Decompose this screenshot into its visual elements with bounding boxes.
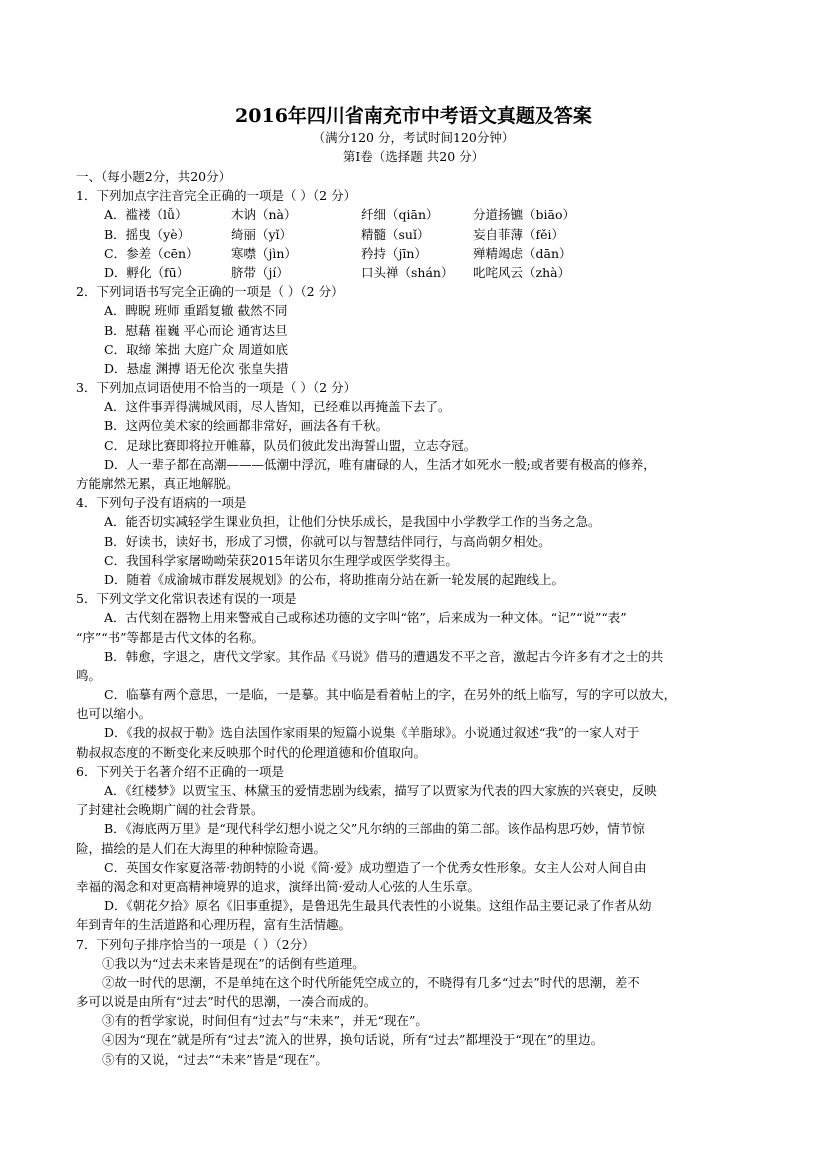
- question-6-option-b-line-2: 险，描绘的是人们在大海里的种种惊险奇遇。: [76, 840, 327, 856]
- question-7-sentence-1: ①我以为“过去未来皆是现在”的话倒有些道理。: [102, 955, 365, 971]
- question-6-option-c-line-2: 幸福的渴念和对更高精神境界的追求，演绎出简·爱动人心弦的人生乐章。: [76, 878, 480, 894]
- question-7-stem: 7．下列句子排序恰当的一项是（ ）（2分）: [76, 936, 315, 952]
- question-4-stem: 4．下列句子没有语病的一项是: [76, 495, 247, 511]
- question-3-option-c: C．足球比赛即将拉开帷幕，队员们彼此发出海誓山盟，立志夺冠。: [104, 437, 477, 453]
- question-5-stem: 5．下列文学文化常识表述有误的一项是: [76, 591, 297, 607]
- question-2-option-b: B．慰藉 崔巍 平心而论 通宵达旦: [104, 322, 288, 338]
- question-6-option-d-line-1: D．《朝花夕拾》原名《旧事重提》，是鲁迅先生最具代表性的小说集。这组作品主要记录了作者从幼: [104, 898, 652, 914]
- question-5-option-a-line-2: “序”“书”等都是古代文体的名称。: [76, 629, 265, 645]
- question-7-sentence-4: ④因为“现在”就是所有“过去”流入的世界，换句话说，所有“过去”都埋没于“现在”的里边。: [102, 1032, 604, 1048]
- question-3-option-a: A．这件事弄得满城风雨，尽人皆知，已经难以再掩盖下去了。: [104, 399, 451, 415]
- question-3-option-b: B．这两位美术家的绘画都非常好，画法各有千秋。: [104, 418, 389, 434]
- option-d-item-2: 脐带（jí）: [231, 264, 289, 280]
- question-5-option-b-line-1: B．韩愈，字退之，唐代文学家。其作品《马说》借马的遭遇发不平之音，激起古今许多有才之士的共: [104, 648, 664, 664]
- question-1-stem: 1．下列加点字注音完全正确的一项是（ ）（2 分）: [76, 188, 357, 204]
- option-a-item-1: A．褴褛（lǚ）: [104, 207, 188, 223]
- option-a-item-2: 木讷（nà）: [231, 207, 297, 223]
- exam-subtitle: （满分120 分，考试时间120分钟）: [312, 130, 515, 145]
- question-5-option-c-line-1: C．临摹有两个意思，一是临，一是摹。其中临是看着帖上的字，在另外的纸上临写，写的字可以放大，: [104, 687, 677, 703]
- question-2-option-d: D．悬虚 渊搏 语无伦次 张皇失措: [104, 360, 289, 376]
- question-4-option-c: C．我国科学家屠呦呦荣获2015年诺贝尔生理学或医学奖得主。: [104, 552, 458, 568]
- question-5-option-a-line-1: A．古代刻在器物上用来警戒自己或称述功德的文字叫“铭”，后来成为一种文体。“记”“说”“表”: [104, 610, 627, 626]
- question-7-sentence-3: ③有的哲学家说，时间但有“过去”与“未来”，并无“现在”。: [102, 1013, 428, 1029]
- question-6-option-b-line-1: B．《海底两万里》是“现代科学幻想小说之父”凡尔纳的三部曲的第二部。该作品构思巧妙，情节惊: [104, 821, 645, 837]
- question-5-option-d-line-2: 勒叔叔态度的不断变化来反映那个时代的伦理道德和价值取向。: [76, 744, 427, 760]
- question-6-option-a-line-1: A．《红楼梦》以贾宝玉、林黛玉的爱情悲剧为线索，描写了以贾家为代表的四大家族的兴衰史，反映: [104, 783, 657, 798]
- question-7-sentence-2-line-2: 多可以说是由所有“过去”时代的思潮，一凑合而成的。: [76, 994, 377, 1010]
- option-b-item-2: 绮丽（yǐ）: [231, 226, 293, 242]
- question-5-option-d-line-1: D．《我的叔叔于勒》选自法国作家雨果的短篇小说集《羊脂球》。小说通过叙述“我”的一家人对于: [104, 725, 640, 741]
- option-b-item-1: B．摇曳（yè）: [104, 226, 191, 242]
- question-4-option-b: B．好读书，读好书，形成了习惯，你就可以与智慧结伴同行，与高尚朝夕相处。: [104, 533, 551, 549]
- option-a-item-4: 分道扬镳（biāo）: [473, 207, 575, 223]
- question-6-option-d-line-2: 年到青年的生活道路和心理历程，富有生活情趣。: [76, 917, 352, 933]
- option-d-item-3: 口头禅（shán）: [361, 264, 454, 280]
- question-6-stem: 6．下列关于名著介绍不正确的一项是: [76, 763, 284, 779]
- question-1-option-c: [76, 244, 756, 263]
- option-c-item-1: C．参差（cēn）: [104, 245, 199, 261]
- question-1-option-b: [76, 225, 756, 244]
- option-d-item-1: D．孵化（fū）: [104, 264, 190, 280]
- question-7-sentence-5: ⑤有的又说，“过去”“未来”皆是“现在”。: [102, 1051, 328, 1067]
- option-c-item-2: 寒噤（jìn）: [231, 245, 297, 261]
- option-b-item-4: 妄自菲薄（fěi）: [473, 226, 565, 242]
- question-3-option-d-line-2: 方能廓然无累，真正地解脱。: [76, 476, 239, 491]
- question-1-option-a: [76, 205, 756, 224]
- option-c-item-3: 矜持（jīn）: [361, 245, 427, 261]
- question-2-stem: 2．下列词语书写完全正确的一项是（ ）（2 分）: [76, 284, 344, 300]
- part-heading: 一、（每小题2分，共20分）: [76, 169, 232, 184]
- question-7-sentence-2-line-1: ②故一时代的思潮，不是单纯在这个时代所能凭空成立的，不晓得有几多“过去”时代的思潮，差不: [102, 974, 640, 990]
- question-5-option-b-line-2: 鸣。: [76, 667, 102, 683]
- option-c-item-4: 殚精竭虑（dān）: [473, 245, 572, 261]
- option-d-item-4: 叱咤风云（zhà）: [473, 264, 571, 280]
- question-4-option-d: D．随着《成渝城市群发展规划》的公布，将助推南分站在新一轮发展的起跑线上。: [104, 571, 565, 587]
- exam-body: [76, 167, 756, 1069]
- question-5-option-c-line-2: 也可以缩小。: [76, 706, 152, 722]
- question-4-option-a: A．能否切实减轻学生课业负担，让他们分快乐成长，是我国中小学教学工作的当务之急。: [104, 514, 601, 530]
- question-2-option-c: C．取缔 笨拙 大庭广众 周道如底: [104, 341, 288, 357]
- question-6-option-a-line-2: 了封建社会晚期广阔的社会背景。: [76, 802, 264, 818]
- question-2-option-a: A．睥睨 班师 重蹈复辙 截然不同: [104, 303, 288, 319]
- page-title: 2016年四川省南充市中考语文真题及答案: [235, 105, 592, 127]
- question-1-option-d: [76, 263, 756, 282]
- option-b-item-3: 精髓（suǐ）: [361, 226, 430, 242]
- question-6-option-c-line-1: C．英国女作家夏洛蒂·勃朗特的小说《简·爱》成功塑造了一个优秀女性形象。女主人公对人间自由: [104, 859, 647, 875]
- question-3-stem: 3．下列加点词语使用不恰当的一项是（ ）（2 分）: [76, 380, 357, 396]
- section-title: 第Ⅰ卷（选择题 共20 分）: [342, 149, 485, 164]
- question-3-option-d-line-1: D．人一辈子都在高潮———低潮中浮沉，唯有庸碌的人，生活才如死水一般;或者要有极高的修养，: [104, 456, 656, 472]
- option-a-item-3: 纤细（qiān）: [361, 207, 439, 223]
